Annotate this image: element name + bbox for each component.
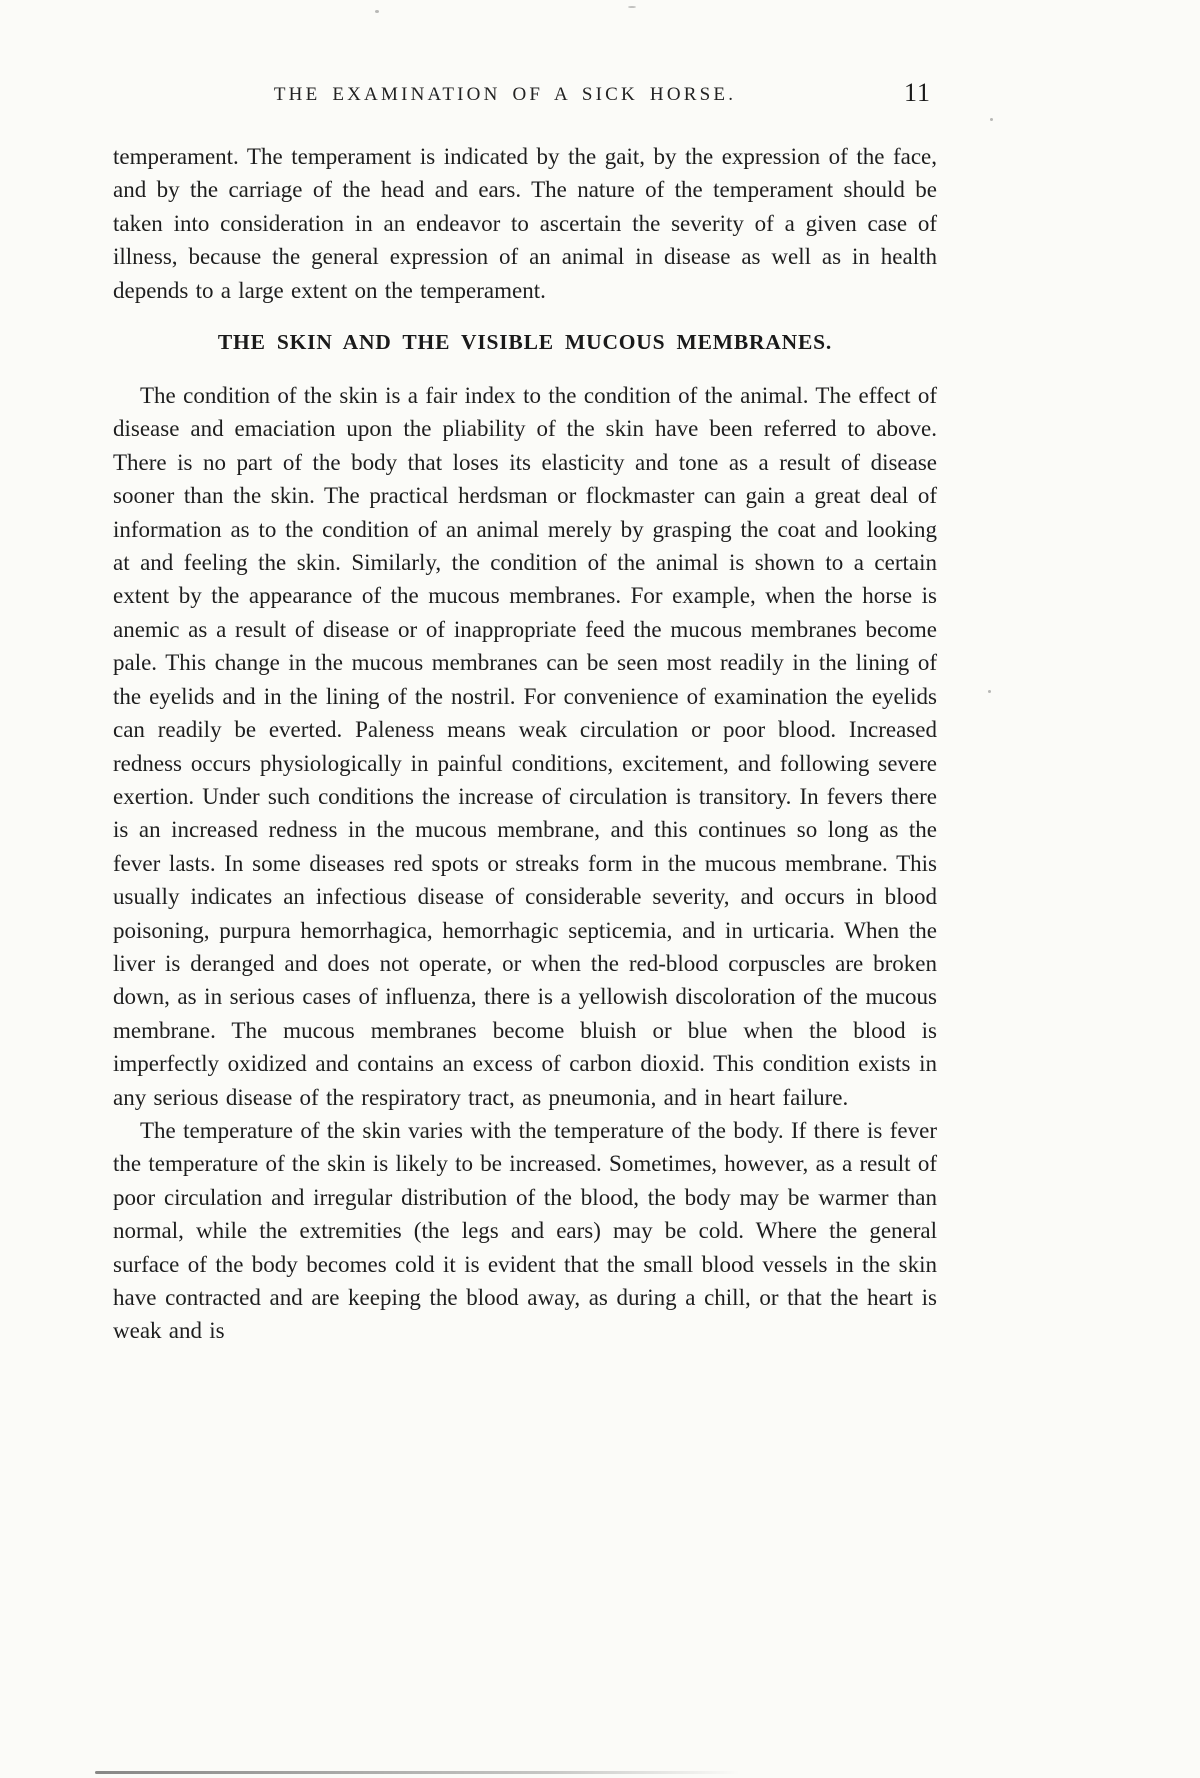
text-block [113,140,937,1348]
scan-edge-artifact [95,1771,740,1774]
paragraph-skin-temperature: The temperature of the skin varies with the temperature of the body. If there is fever the temperature of the skin is likely to be increased. Sometimes, however, as a result of poor circulation and irregular distribution of the blood, the body may be warmer than normal, while the extremities (the legs and ears) may be cold. Where the general surface of the body becomes cold it is evident that the small blood vessels in the skin have contracted and are keeping the blood away, as during a chill, or that the heart is weak and is [113,1117,937,1344]
paragraph-temperament: temperament. The temperament is indicated by the gait, by the expression of the face, and by the carriage of the head and ears. The nature of the temperament should be taken into consideration in an endeavor to ascertain the severity of a given case of illness, because the general expression of an animal in disease as well as in health depends to a large extent on the temperament. [113,144,937,303]
running-title: THE EXAMINATION OF A SICK HORSE. [273,84,737,105]
page-header [113,78,937,118]
page-number: 11 [903,78,931,107]
book-page [113,0,937,1348]
paragraph-skin-mucous-membranes: The condition of the skin is a fair index to the condition of the animal. The effect of disease and emaciation upon the pliability of the skin have been referred to above. There is no part of the body that loses its elasticity and tone as a result of disease sooner than the skin. The practical herdsman or flockmaster can gain a great deal of information as to the condition of an animal merely by grasping the coat and looking at and feeling the skin. Similarly, the condition of the animal is shown to a certain extent by the appearance of the mucous membranes. For example, when the horse is anemic as a result of disease or of inappropriate feed the mucous membranes become pale. This change in the mucous membranes can be seen most readily in the lining of the eyelids and in the lining of the nostril. For convenience of examination the eyelids can readily be everted. Paleness means weak circulation or poor blood. Increased redness occurs physiologically in painful conditions, excitement, and following severe exertion. Under such conditions the increase of circulation is transitory. In fevers there is an increased redness in the mucous membrane, and this continues so long as the fever lasts. In some diseases red spots or streaks form in the mucous membrane. This usually indicates an infectious disease of considerable severity, and occurs in blood poisoning, purpura hemorrhagica, hemorrhagic septicemia, and in urticaria. When the liver is deranged and does not operate, or when the red-blood corpuscles are broken down, as in serious cases of influenza, there is a yellowish discoloration of the mucous membrane. The mucous membranes become bluish or blue when the blood is imperfectly oxidized and contains an excess of carbon dioxid. This condition exists in any serious disease of the respiratory tract, as pneumonia, and in heart failure. [113,383,937,1110]
scan-speck [990,118,993,121]
scan-speck [988,690,991,693]
scan-speck [628,6,636,8]
scan-speck [375,10,379,13]
section-heading: THE SKIN AND THE VISIBLE MUCOUS MEMBRANES. [217,330,833,355]
